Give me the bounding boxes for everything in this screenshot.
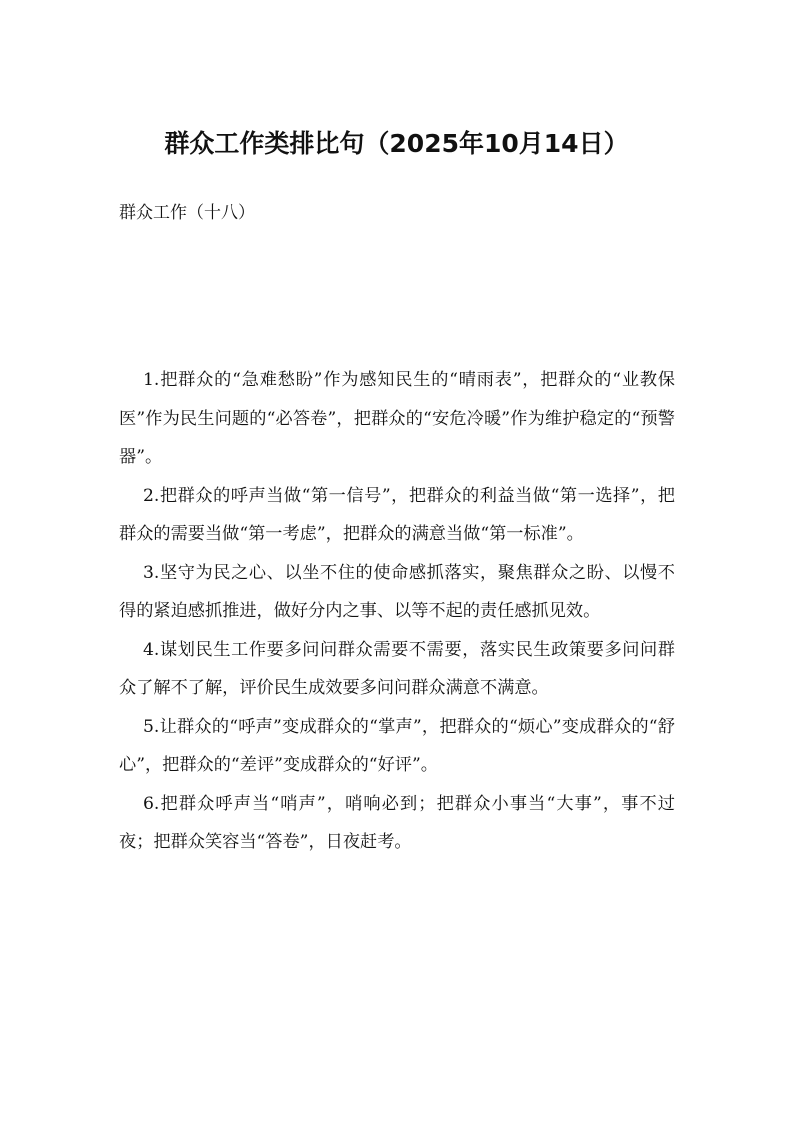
paragraph-4: 4.谋划民生工作要多问问群众需要不需要，落实民生政策要多问问群众了解不了解，评价民生成效要多问问群众满意不满意。 — [119, 639, 675, 698]
paragraph-6: 6.把群众呼声当“哨声”，哨响必到；把群众小事当“大事”，事不过夜；把群众笑容当“答卷”，日夜赶考。 — [119, 793, 675, 852]
paragraph-5: 5.让群众的“呼声”变成群众的“掌声”，把群众的“烦心”变成群众的“舒心”，把群众的“差评”变成群众的“好评”。 — [119, 716, 675, 775]
paragraph-2: 2.把群众的呼声当做“第一信号”，把群众的利益当做“第一选择”，把群众的需要当做“第一考虑”，把群众的满意当做“第一标准”。 — [119, 485, 675, 544]
paragraph-3: 3.坚守为民之心、以坐不住的使命感抓落实，聚焦群众之盼、以慢不得的紧迫感抓推进，做好分内之事、以等不起的责任感抓见效。 — [119, 562, 675, 621]
document-title: 群众工作类排比句（2025年10月14日） — [164, 129, 629, 158]
document-subtitle: 群众工作（十八） — [119, 203, 255, 223]
paragraph-1: 1.把群众的“急难愁盼”作为感知民生的“晴雨表”，把群众的“业教保医”作为民生问题的“必答卷”，把群众的“安危冷暖”作为维护稳定的“预警器”。 — [119, 370, 675, 467]
document-body — [119, 361, 675, 862]
